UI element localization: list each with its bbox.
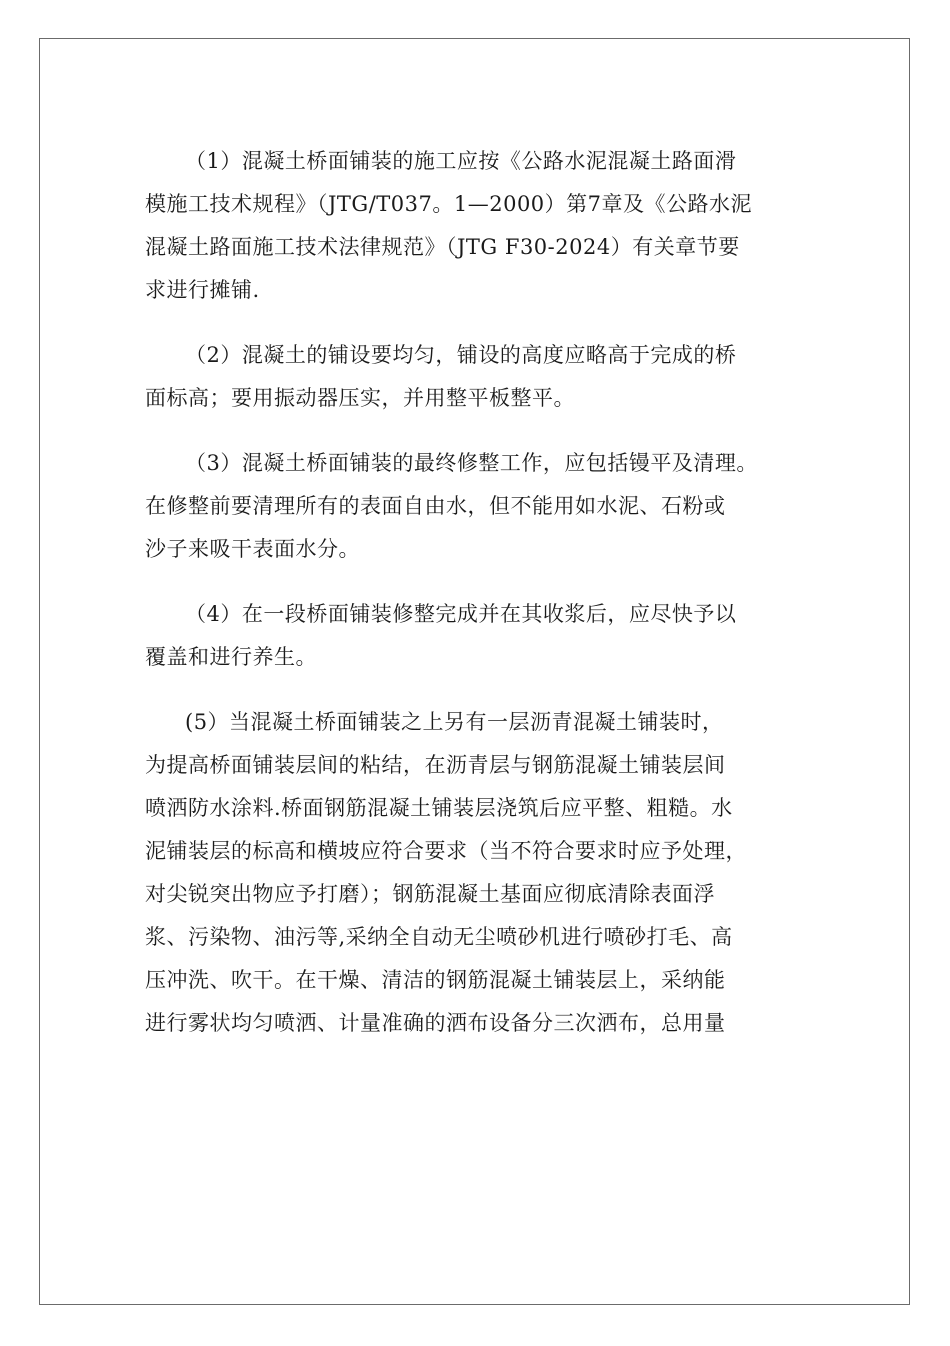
text-line: （2）混凝土的铺设要均匀，铺设的高度应略高于完成的桥: [185, 343, 737, 367]
paragraph-5: [145, 701, 835, 1045]
paragraph-1: [145, 140, 835, 312]
text-line: 压冲洗、吹干。在干燥、清洁的钢筋混凝土铺装层上，采纳能: [145, 968, 726, 992]
text-line: （1）混凝土桥面铺装的施工应按《公路水泥混凝土路面滑: [185, 149, 737, 173]
paragraph-spacer: [145, 420, 835, 442]
paragraph-spacer: [145, 312, 835, 334]
text-line: 浆、污染物、油污等,采纳全自动无尘喷砂机进行喷砂打毛、高: [145, 925, 733, 949]
text-line: （3）混凝土桥面铺装的最终修整工作，应包括镘平及清理。: [185, 451, 758, 475]
text-line: 泥铺装层的标高和横坡应符合要求（当不符合要求时应予处理，: [145, 839, 747, 863]
text-line: 沙子来吸干表面水分。: [145, 537, 360, 561]
text-line: 进行雾状均匀喷洒、计量准确的洒布设备分三次洒布，总用量: [145, 1011, 726, 1035]
text-line: 覆盖和进行养生。: [145, 645, 317, 669]
document-body: [145, 140, 835, 1045]
text-line: 求进行摊铺.: [145, 278, 260, 302]
paragraph-4: [145, 593, 835, 679]
paragraph-spacer: [145, 571, 835, 593]
paragraph-3: [145, 442, 835, 571]
text-line: (5）当混凝土桥面铺装之上另有一层沥青混凝土铺装时，: [185, 710, 724, 734]
paragraph-spacer: [145, 679, 835, 701]
text-line: 对尖锐突出物应予打磨）；钢筋混凝土基面应彻底清除表面浮: [145, 882, 715, 906]
text-line: 混凝土路面施工技术法律规范》（JTG F30-2024）有关章节要: [145, 235, 740, 259]
text-line: 模施工技术规程》（JTG/T037。1—2000）第7章及《公路水泥: [145, 192, 753, 216]
text-line: 面标高；要用振动器压实，并用整平板整平。: [145, 386, 575, 410]
text-line: 在修整前要清理所有的表面自由水，但不能用如水泥、石粉或: [145, 494, 726, 518]
text-line: 喷洒防水涂料.桥面钢筋混凝土铺装层浇筑后应平整、粗糙。水: [145, 796, 733, 820]
text-line: 为提高桥面铺装层间的粘结，在沥青层与钢筋混凝土铺装层间: [145, 753, 726, 777]
text-line: （4）在一段桥面铺装修整完成并在其收浆后，应尽快予以: [185, 602, 737, 626]
paragraph-2: [145, 334, 835, 420]
